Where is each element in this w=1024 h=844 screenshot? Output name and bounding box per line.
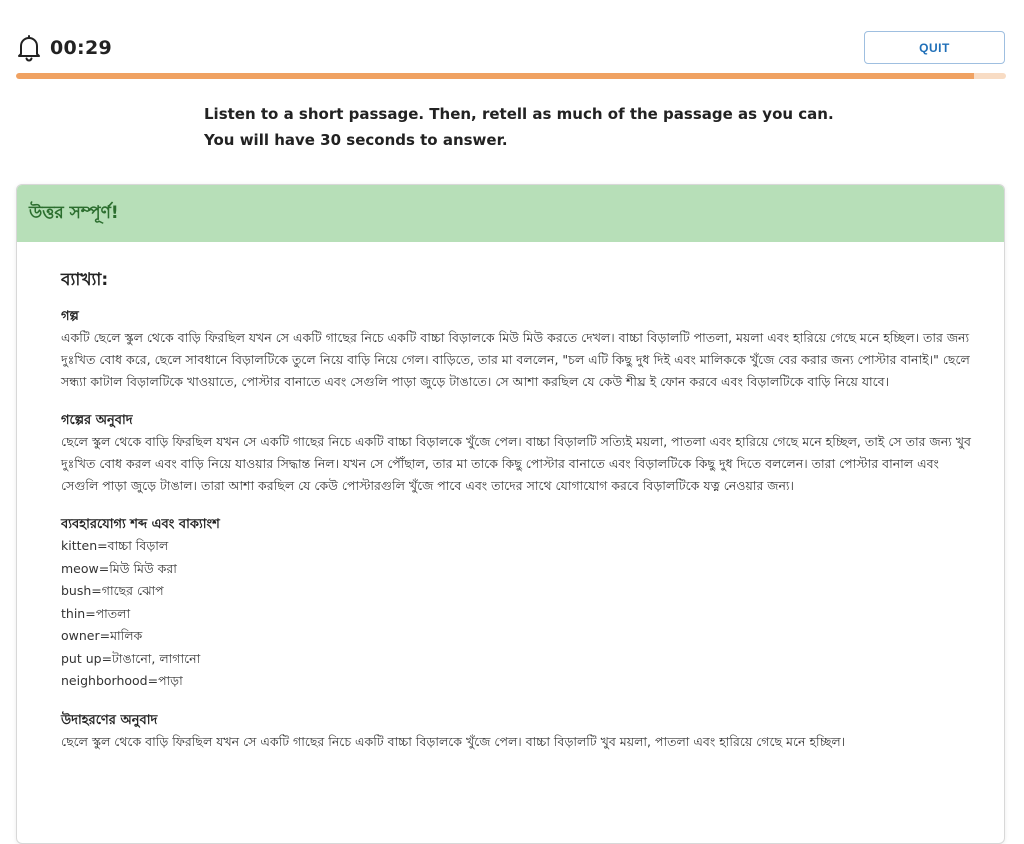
explanation-body (17, 242, 1004, 753)
timer (16, 34, 112, 62)
vocab-item: owner=মালিক (61, 628, 143, 643)
vocabulary-title: ব্যবহারযোগ্য শব্দ এবং বাক্যাংশ (61, 517, 220, 532)
progress-bar (16, 73, 1006, 79)
translation-text: ছেলে স্কুল থেকে বাড়ি ফিরছিল যখন সে একটি গাছের নিচে একটি বাচ্চা বিড়ালকে খুঁজে পেল। বাচ্চা বিড়ালটি সত্যিই ময়লা, পাতলা এবং হারিয়ে গেছে মনে হচ্ছিল, তাই সে তার জন্য খুব দুঃখিত বোধ করল এবং বাড়ি নিয়ে যাওয়ার সিদ্ধান্ত নিল। যখন সে পৌঁছাল, তার মা তাকে কিছু পোস্টার বানাতে এবং বিড়ালটিকে কিছু দুধ দিতে বললেন। তারা পোস্টার বানাল এবং সেগুলি পাড়া জুড়ে টাঙাল। তারা আশা করছিল যে কেউ পোস্টারগুলি খুঁজে পাবে এবং তাদের সাথে যোগাযোগ করবে বিড়ালটিকে যত্ন নেওয়ার জন্য। (61, 434, 971, 493)
result-card (16, 184, 1005, 844)
story-text: একটি ছেলে স্কুল থেকে বাড়ি ফিরছিল যখন সে একটি গাছের নিচে একটি বাচ্চা বিড়ালকে মিউ মিউ করতে দেখল। বাচ্চা বিড়ালটি পাতলা, ময়লা এবং হারিয়ে গেছে মনে হচ্ছিল। তার জন্য দুঃখিত বোধ করে, ছেলে সাবধানে বিড়ালটিকে তুলে নিয়ে বাড়ি নিয়ে গেল। বাড়িতে, তার মা বললেন, "চল এটি কিছু দুধ দিই এবং মালিককে খুঁজে বের করার জন্য পোস্টার বানাই।" ছেলে সন্ধ্যা কাটাল বিড়ালটিকে খাওয়াতে, পোস্টার বানাতে এবং সেগুলি পাড়া জুড়ে টাঙাতে। সে আশা করছিল যে কেউ শীঘ্র ই ফোন করবে এবং বিড়ালটিকে বাড়ি নিয়ে যাবে। (61, 330, 970, 389)
story-section (61, 307, 974, 393)
quit-button[interactable]: QUIT (864, 31, 1005, 64)
example-section (61, 711, 974, 753)
translation-section (61, 411, 974, 497)
result-header (17, 185, 1004, 242)
vocabulary-section (61, 515, 974, 693)
example-title: উদাহরণের অনুবাদ (61, 712, 158, 728)
result-header-text: উত্তর সম্পূর্ণ! (29, 202, 119, 223)
instructions (204, 101, 984, 153)
top-bar (0, 0, 1024, 90)
vocab-item: bush=গাছের ঝোপ (61, 583, 164, 598)
instructions-line-2: You will have 30 seconds to answer. (204, 131, 508, 149)
explanation-title: ব্যাখ্যা: (61, 270, 109, 290)
vocab-item: neighborhood=পাড়া (61, 673, 183, 688)
progress-bar-fill (16, 73, 974, 79)
vocab-item: meow=মিউ মিউ করা (61, 560, 177, 576)
vocab-item: thin=পাতলা (61, 605, 131, 621)
vocab-item: put up=টাঙানো, লাগানো (61, 650, 201, 666)
story-title: গল্প (61, 309, 79, 324)
vocab-item: kitten=বাচ্চা বিড়াল (61, 538, 169, 553)
timer-value: 00:29 (50, 37, 112, 59)
translation-title: গল্পের অনুবাদ (61, 413, 133, 428)
instructions-line-1: Listen to a short passage. Then, retell as much of the passage as you can. (204, 105, 834, 123)
bell-icon (16, 34, 42, 62)
example-text: ছেলে স্কুল থেকে বাড়ি ফিরছিল যখন সে একটি গাছের নিচে একটি বাচ্চা বিড়ালকে খুঁজে পেল। বাচ্চা বিড়ালটি খুব ময়লা, পাতলা এবং হারিয়ে গেছে মনে হচ্ছিল। (61, 733, 846, 749)
